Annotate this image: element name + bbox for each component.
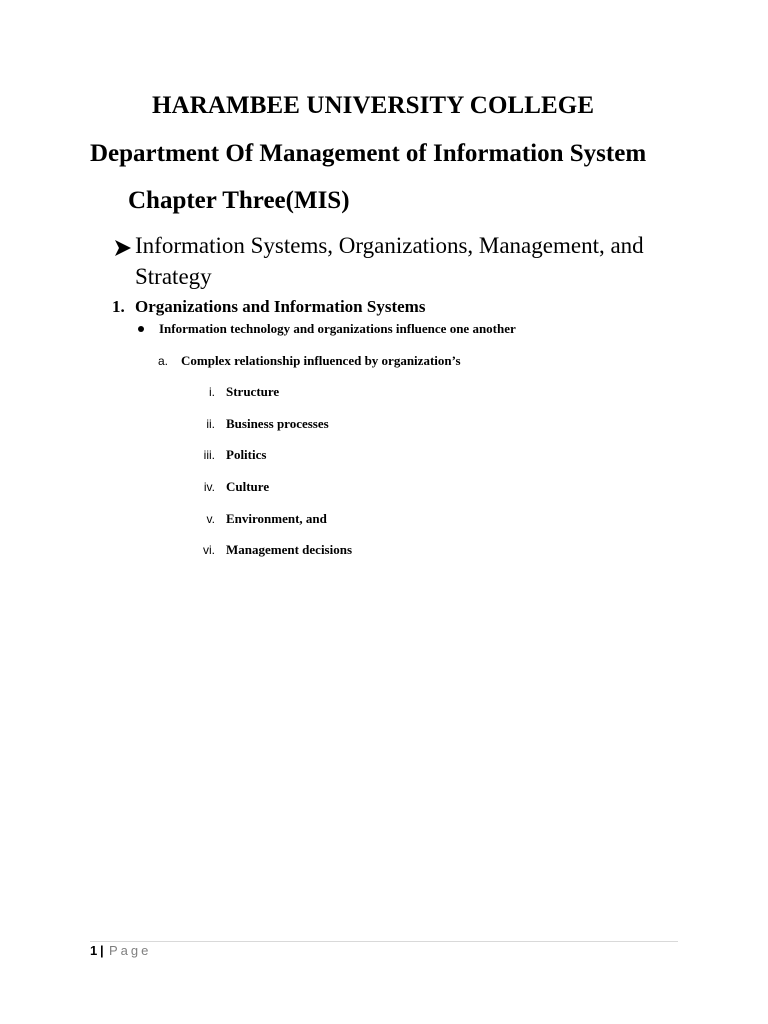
bullet-item-text: Information technology and organizations influence one another — [159, 321, 516, 336]
arrowhead-bullet-icon — [112, 237, 134, 259]
factor-label: i. — [209, 385, 215, 399]
factor-label: iv. — [203, 480, 215, 494]
section-title: Organizations and Information Systems — [135, 297, 426, 316]
university-title: HARAMBEE UNIVERSITY COLLEGE — [152, 92, 595, 119]
topic-heading-line1: Information Systems, Organizations, Management, and — [135, 233, 644, 258]
department-title: Department Of Management of Information System — [90, 140, 647, 167]
footer-page-number: 1 — [90, 943, 98, 958]
factor-text: Culture — [226, 479, 270, 494]
factor-text: Structure — [226, 384, 280, 399]
factor-label: ii. — [206, 417, 215, 431]
factor-text: Business processes — [226, 416, 329, 431]
footer-divider — [90, 941, 678, 942]
factor-label: v. — [206, 512, 215, 526]
sub-item-text: Complex relationship influenced by organization’s — [181, 353, 461, 368]
factor-label: vi. — [203, 543, 215, 557]
section-number: 1. — [112, 297, 125, 316]
bullet-dot-icon — [138, 326, 144, 332]
topic-heading-line2: Strategy — [135, 264, 212, 289]
footer-page-word: Page — [109, 943, 152, 958]
factor-text: Management decisions — [226, 542, 353, 557]
chapter-title: Chapter Three(MIS) — [128, 187, 350, 214]
sub-item-label: a. — [158, 354, 169, 368]
factor-label: iii. — [203, 448, 215, 462]
footer-separator: | — [100, 943, 104, 958]
factor-text: Politics — [226, 447, 267, 462]
factor-text: Environment, and — [226, 511, 327, 526]
